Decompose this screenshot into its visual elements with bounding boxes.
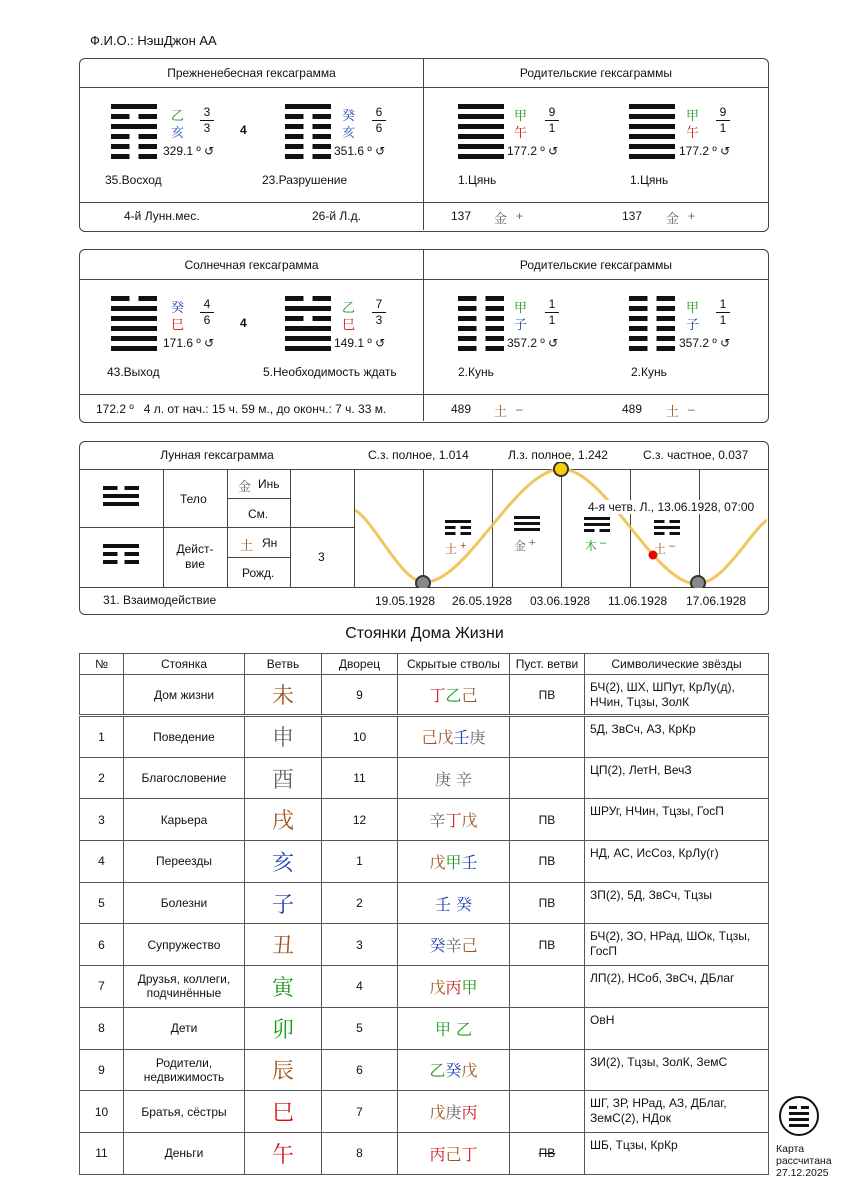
symbolic-stars: ШРУг, НЧин, Тцзы, ГосП xyxy=(585,799,769,841)
row-number: 1 xyxy=(80,716,124,758)
hidden-stems-text: 丙己丁 xyxy=(429,1144,478,1164)
parent-number: 489 xyxy=(451,402,472,416)
frac-bottom: 3 xyxy=(375,313,383,327)
trigram-dui-icon xyxy=(103,486,139,510)
stem: 癸 xyxy=(342,109,356,124)
table-row xyxy=(80,841,769,883)
col-header: № xyxy=(80,654,124,675)
element: 土 xyxy=(666,405,680,420)
life-house-table xyxy=(79,653,769,1175)
hexagram-name: 5.Необходимость ждать xyxy=(263,365,397,379)
branch: 午 xyxy=(271,1142,294,1168)
parent-number: 489 xyxy=(622,402,643,416)
eclipse-label-2: Л.з. полное, 1.242 xyxy=(508,448,608,462)
footer-line3: 27.12.2025 xyxy=(776,1167,829,1179)
degree: 177.2 º ↺ xyxy=(507,144,559,158)
col-header: Ветвь xyxy=(245,654,322,675)
branch: 未 xyxy=(271,684,294,709)
degree: 149.1 º ↺ xyxy=(334,336,386,350)
parent-number: 137 xyxy=(622,209,643,223)
lunar-day: 26-й Л.д. xyxy=(312,209,361,223)
col-header: Символические звёзды xyxy=(585,654,769,675)
hexagram-35-icon xyxy=(111,104,157,164)
mark-element: 土 xyxy=(654,542,667,556)
empty-branch: ПВ xyxy=(510,841,585,883)
empty-branch xyxy=(510,1007,585,1049)
body-label: Тело xyxy=(180,492,207,506)
palace: 2 xyxy=(322,882,398,924)
palace: 9 xyxy=(322,675,398,716)
hidden-stems xyxy=(398,1007,510,1049)
station-name: Поведение xyxy=(124,716,245,758)
symbolic-stars: НД, АС, ИсСоз, КрЛу(г) xyxy=(585,841,769,883)
palace: 12 xyxy=(322,799,398,841)
row-number: 3 xyxy=(80,799,124,841)
trigram-icon xyxy=(654,520,680,538)
new-moon-icon xyxy=(691,576,705,588)
branch: 卯 xyxy=(271,1017,294,1043)
hexagram-1-icon xyxy=(629,104,675,164)
body-element: 金 xyxy=(238,480,252,495)
hidden-stems-text: 乙癸戊 xyxy=(429,1061,478,1081)
lunar-number: 3 xyxy=(318,550,325,564)
sign: + xyxy=(516,209,524,223)
hidden-stems-text: 戊甲壬 xyxy=(429,852,478,872)
symbolic-stars: ОвН xyxy=(585,1007,769,1049)
frac-bottom: 1 xyxy=(719,313,727,327)
hexagram-name: 1.Цянь xyxy=(630,173,669,187)
branch: 亥 xyxy=(171,126,185,141)
mark-sign: + xyxy=(529,537,536,549)
lunar-month: 4-й Лунн.мес. xyxy=(124,209,200,223)
solar-title: Солнечная гексаграмма xyxy=(184,258,319,272)
stem: 乙 xyxy=(342,301,356,316)
branch: 巳 xyxy=(342,318,356,333)
mark-sign: – xyxy=(669,540,676,552)
empty-branch xyxy=(510,1049,585,1091)
hidden-stems xyxy=(398,1091,510,1133)
col-header: Скрытые стволы xyxy=(398,654,510,675)
symbolic-stars: 5Д, ЗвСч, АЗ, КрКр xyxy=(585,716,769,758)
trigram-icon xyxy=(514,516,540,534)
element: 金 xyxy=(666,212,680,227)
station-name: Благословение xyxy=(124,757,245,799)
branch-cell xyxy=(245,1091,322,1133)
table-row xyxy=(80,675,769,716)
mark-element: 金 xyxy=(514,539,527,553)
table-row xyxy=(80,1007,769,1049)
action-yinyang: Ян xyxy=(262,536,278,550)
hidden-stems xyxy=(398,882,510,924)
date-5: 17.06.1928 xyxy=(686,594,747,608)
moon-phase-curve xyxy=(355,462,767,588)
stem: 甲 xyxy=(686,301,700,316)
empty-branch xyxy=(510,1091,585,1133)
parents-title-1: Родительские гексаграммы xyxy=(519,66,673,80)
frac-bottom: 1 xyxy=(548,313,556,327)
hidden-stems xyxy=(398,1132,510,1174)
branch: 午 xyxy=(686,126,700,141)
hidden-stems-text: 壬 癸 xyxy=(434,894,473,914)
branch: 辰 xyxy=(271,1059,294,1085)
symbolic-stars: ШБ, Тцзы, КрКр xyxy=(585,1132,769,1174)
hidden-stems-text: 己戊壬庚 xyxy=(421,728,486,748)
parents-title-2: Родительские гексаграммы xyxy=(519,258,673,272)
date-2: 26.05.1928 xyxy=(452,594,513,608)
col-header: Стоянка xyxy=(124,654,245,675)
hexagram-43-icon xyxy=(111,296,157,356)
trigram-icon xyxy=(584,517,610,535)
hidden-stems-text: 辛丁戊 xyxy=(429,811,478,831)
sign: – xyxy=(688,402,695,416)
palace: 6 xyxy=(322,1049,398,1091)
sign: + xyxy=(688,209,696,223)
palace: 11 xyxy=(322,757,398,799)
hidden-stems xyxy=(398,757,510,799)
palace: 5 xyxy=(322,1007,398,1049)
eclipse-label-1: С.з. полное, 1.014 xyxy=(368,448,469,462)
row-number: 7 xyxy=(80,966,124,1008)
frac-top: 1 xyxy=(548,297,556,311)
branch-cell xyxy=(245,1049,322,1091)
full-moon-icon xyxy=(554,462,568,476)
footer-line2: рассчитана xyxy=(776,1155,832,1167)
table-row xyxy=(80,799,769,841)
middle-number: 4 xyxy=(240,316,247,330)
table-row xyxy=(80,966,769,1008)
station-name: Супружество xyxy=(124,924,245,966)
station-name: Братья, сёстры xyxy=(124,1091,245,1133)
hexagram-1-icon xyxy=(458,104,504,164)
branch-cell xyxy=(245,799,322,841)
branch: 亥 xyxy=(271,850,294,876)
branch-cell xyxy=(245,1132,322,1174)
frac-top: 4 xyxy=(203,297,211,311)
palace: 10 xyxy=(322,716,398,758)
row-number: 2 xyxy=(80,757,124,799)
element: 金 xyxy=(494,212,508,227)
lunar-hexagram-name: 31. Взаимодействие xyxy=(103,593,217,607)
hidden-stems-text: 戊丙甲 xyxy=(429,977,478,997)
symbolic-stars: ЗП(2), 5Д, ЗвСч, Тцзы xyxy=(585,882,769,924)
new-moon-icon xyxy=(416,576,430,588)
row-number: 5 xyxy=(80,882,124,924)
quarter-label: 4-я четв. Л., 13.06.1928, 07:00 xyxy=(588,500,755,514)
sign: – xyxy=(516,402,523,416)
branch: 酉 xyxy=(271,767,294,793)
stem: 甲 xyxy=(686,109,700,124)
station-name: Болезни xyxy=(124,882,245,924)
hexagram-name: 43.Выход xyxy=(107,365,160,379)
mark-element: 土 xyxy=(445,542,458,556)
branch-cell xyxy=(245,675,322,716)
symbolic-stars: ЦП(2), ЛетН, ВечЗ xyxy=(585,757,769,799)
degree: 357.2 º ↺ xyxy=(507,336,559,350)
table-row xyxy=(80,882,769,924)
hidden-stems xyxy=(398,1049,510,1091)
symbolic-stars: БЧ(2), ШХ, ШПут, КрЛу(д), НЧин, Тцзы, ЗолК xyxy=(585,675,769,716)
solar-position: 172.2 º 4 л. от нач.: 15 ч. 59 м., до оконч.: 7 ч. 33 м. xyxy=(96,402,387,416)
middle-number: 4 xyxy=(240,123,247,137)
table-row xyxy=(80,1091,769,1133)
symbolic-stars: ЗИ(2), Тцзы, ЗолК, ЗемС xyxy=(585,1049,769,1091)
mark-element: 木 xyxy=(585,539,598,553)
frac-bottom: 3 xyxy=(203,121,211,135)
branch: 巳 xyxy=(271,1101,294,1127)
body-sub: См. xyxy=(248,507,269,521)
table-row xyxy=(80,924,769,966)
station-name: Родители, недвижимость xyxy=(124,1049,245,1091)
branch: 申 xyxy=(271,726,294,752)
hexagram-name: 35.Восход xyxy=(105,173,162,187)
palace: 8 xyxy=(322,1132,398,1174)
palace: 3 xyxy=(322,924,398,966)
frac-bottom: 1 xyxy=(719,121,727,135)
row-number: 4 xyxy=(80,841,124,883)
frac-bottom: 6 xyxy=(203,313,211,327)
empty-branch: ПВ xyxy=(510,799,585,841)
row-number: 11 xyxy=(80,1132,124,1174)
date-1: 19.05.1928 xyxy=(375,594,436,608)
symbolic-stars: ЛП(2), НСоб, ЗвСч, ДБлаг xyxy=(585,966,769,1008)
parent-number: 137 xyxy=(451,209,472,223)
empty-branch: ПВ xyxy=(510,1132,585,1174)
symbolic-stars: БЧ(2), ЗО, НРад, ШОк, Тцзы, ГосП xyxy=(585,924,769,966)
branch-cell xyxy=(245,966,322,1008)
frac-top: 9 xyxy=(719,105,727,119)
branch: 子 xyxy=(514,318,528,333)
branch: 亥 xyxy=(342,126,356,141)
branch: 午 xyxy=(514,126,528,141)
hidden-stems-text: 庚 辛 xyxy=(434,769,473,789)
hidden-stems-text: 丁乙己 xyxy=(429,686,478,705)
body-yinyang: Инь xyxy=(258,477,280,491)
station-name: Переезды xyxy=(124,841,245,883)
palace: 7 xyxy=(322,1091,398,1133)
hexagram-name: 1.Цянь xyxy=(458,173,497,187)
hexagram-2-icon xyxy=(458,296,504,356)
col-header: Дворец xyxy=(322,654,398,675)
degree: 177.2 º ↺ xyxy=(679,144,731,158)
hexagram-2-icon xyxy=(629,296,675,356)
hexagram-name: 2.Кунь xyxy=(631,365,667,379)
palace: 4 xyxy=(322,966,398,1008)
date-4: 11.06.1928 xyxy=(608,594,668,608)
branch: 丑 xyxy=(271,934,294,960)
lunar-title: Лунная гексаграмма xyxy=(160,448,274,462)
table-title: Стоянки Дома Жизни xyxy=(345,625,504,642)
empty-branch: ПВ xyxy=(510,675,585,716)
hexagram-name: 2.Кунь xyxy=(458,365,494,379)
col-header: Пуст. ветви xyxy=(510,654,585,675)
table-row xyxy=(80,716,769,758)
station-name: Друзья, коллеги, подчинённые xyxy=(124,966,245,1008)
branch-cell xyxy=(245,882,322,924)
hidden-stems-text: 甲 乙 xyxy=(434,1019,473,1039)
hidden-stems xyxy=(398,799,510,841)
hidden-stems xyxy=(398,966,510,1008)
frac-top: 1 xyxy=(719,297,727,311)
empty-branch xyxy=(510,757,585,799)
branch: 戌 xyxy=(271,809,294,835)
action-element: 土 xyxy=(240,539,254,554)
stem: 癸 xyxy=(171,301,185,316)
station-name: Деньги xyxy=(124,1132,245,1174)
row-number xyxy=(80,675,124,716)
degree: 351.6 º ↺ xyxy=(334,144,386,158)
table-row xyxy=(80,1132,769,1174)
hexagram-5-icon xyxy=(285,296,331,356)
mark-sign: + xyxy=(460,540,467,552)
footer-line1: Карта xyxy=(776,1143,805,1155)
empty-branch: ПВ xyxy=(510,882,585,924)
hexagram-name: 23.Разрушение xyxy=(262,173,348,187)
degree: 329.1 º ↺ xyxy=(163,144,215,158)
trigram-icon xyxy=(445,520,471,538)
stem: 甲 xyxy=(514,109,528,124)
branch-cell xyxy=(245,757,322,799)
mark-sign: – xyxy=(600,537,607,549)
branch: 寅 xyxy=(271,975,294,1001)
eclipse-label-3: С.з. частное, 0.037 xyxy=(643,448,749,462)
trigram-gen-icon xyxy=(103,544,139,568)
action-label: Дейст- вие xyxy=(176,542,214,571)
row-number: 9 xyxy=(80,1049,124,1091)
station-name: Дом жизни xyxy=(124,675,245,716)
stem: 甲 xyxy=(514,301,528,316)
branch: 巳 xyxy=(171,318,185,333)
branch: 子 xyxy=(686,318,700,333)
calculator-logo-icon xyxy=(777,1094,821,1138)
stem: 乙 xyxy=(171,109,185,124)
frac-top: 7 xyxy=(375,297,383,311)
station-name: Дети xyxy=(124,1007,245,1049)
hidden-stems xyxy=(398,841,510,883)
person-name: Ф.И.О.: НэшДжон АА xyxy=(90,33,217,48)
prenatal-title: Прежненебесная гексаграмма xyxy=(167,66,336,80)
row-number: 8 xyxy=(80,1007,124,1049)
branch: 子 xyxy=(271,892,294,918)
degree: 171.6 º ↺ xyxy=(163,336,215,350)
frac-bottom: 6 xyxy=(375,121,383,135)
table-row xyxy=(80,1049,769,1091)
empty-branch: ПВ xyxy=(510,924,585,966)
branch-cell xyxy=(245,924,322,966)
branch-cell xyxy=(245,841,322,883)
table-row xyxy=(80,757,769,799)
frac-top: 6 xyxy=(375,105,383,119)
row-number: 6 xyxy=(80,924,124,966)
hidden-stems-text: 戊庚丙 xyxy=(429,1103,478,1123)
branch-cell xyxy=(245,716,322,758)
element: 土 xyxy=(494,405,508,420)
hidden-stems xyxy=(398,675,510,716)
branch-cell xyxy=(245,1007,322,1049)
frac-bottom: 1 xyxy=(548,121,556,135)
station-name: Карьера xyxy=(124,799,245,841)
hexagram-23-icon xyxy=(285,104,331,164)
hidden-stems-text: 癸辛己 xyxy=(429,936,478,956)
frac-top: 3 xyxy=(203,105,211,119)
symbolic-stars: ШГ, ЗР, НРад, АЗ, ДБлаг, ЗемС(2), НДок xyxy=(585,1091,769,1133)
action-sub: Рожд. xyxy=(242,566,275,580)
hidden-stems xyxy=(398,924,510,966)
date-3: 03.06.1928 xyxy=(530,594,591,608)
empty-branch xyxy=(510,966,585,1008)
empty-branch xyxy=(510,716,585,758)
palace: 1 xyxy=(322,841,398,883)
degree: 357.2 º ↺ xyxy=(679,336,731,350)
frac-top: 9 xyxy=(548,105,556,119)
row-number: 10 xyxy=(80,1091,124,1133)
hidden-stems xyxy=(398,716,510,758)
